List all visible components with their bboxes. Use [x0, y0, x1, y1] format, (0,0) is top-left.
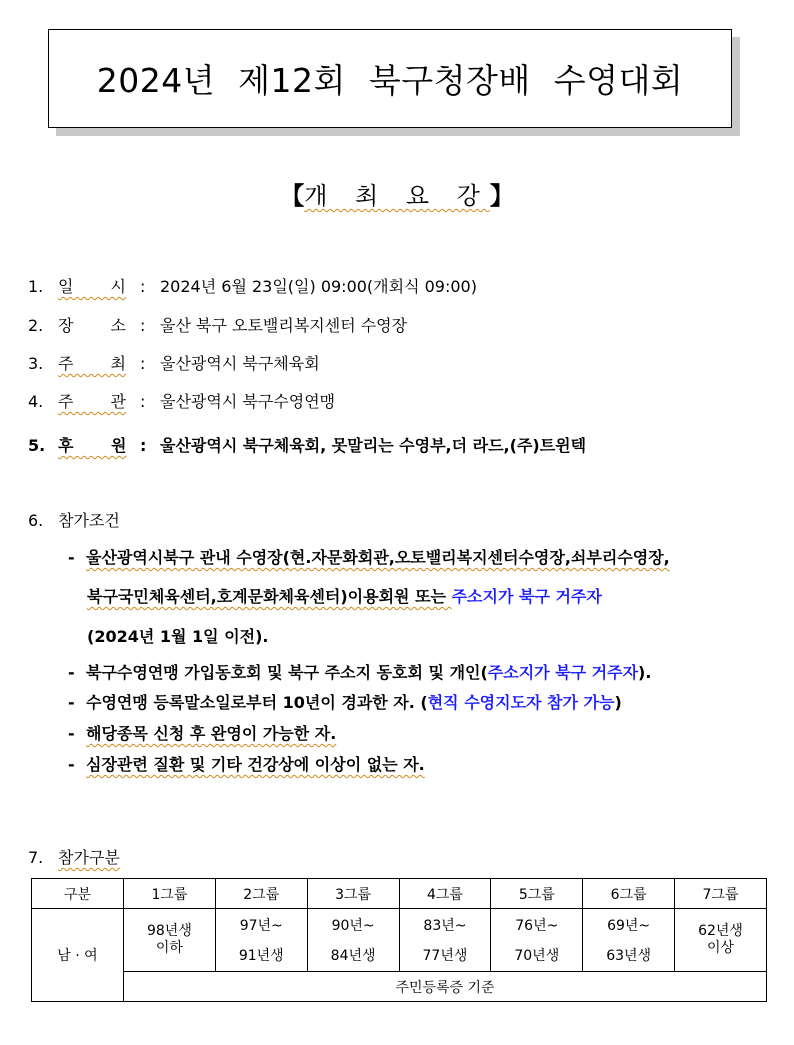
- item-value: 울산광역시 북구체육회: [160, 354, 320, 373]
- item-label: 일 시: [58, 277, 126, 296]
- condition-2-highlight: 주소지가 북구 거주자: [487, 663, 639, 682]
- item-number: 1.: [28, 277, 44, 296]
- group-header: 5그룹: [491, 879, 583, 909]
- condition-4: - 해당종목 신청 후 완영이 가능한 자.: [68, 724, 337, 743]
- group-table: [31, 878, 767, 1002]
- group-header: 4그룹: [399, 879, 491, 909]
- birth-range-cell: 97년~ 91년생: [215, 909, 307, 972]
- item-value: 2024년 6월 23일(일) 09:00(개회식 09:00): [160, 277, 477, 296]
- group-header: 7그룹: [675, 879, 767, 909]
- group-header: 2그룹: [215, 879, 307, 909]
- subtitle: [0, 176, 794, 211]
- item-value: 울산광역시 북구수영연맹: [160, 392, 336, 411]
- condition-1-date: (2024년 1월 1일 이전).: [87, 627, 269, 646]
- birth-range-cell: 98년생 이하: [124, 909, 216, 972]
- condition-5: - 심장관련 질환 및 기타 건강상에 이상이 없는 자.: [68, 755, 425, 774]
- item-date: 1. 일 시 : 2024년 6월 23일(일) 09:00(개회식 09:00): [28, 274, 477, 297]
- item-sponsor: 5. 후 원 : 울산광역시 북구체육회, 못말리는 수영부,더 라드,(주)트윈텍: [28, 433, 586, 456]
- item-number: 3.: [28, 354, 44, 373]
- item-venue: 2. 장 소 : 울산 북구 오토밸리복지센터 수영장: [28, 313, 407, 336]
- group-header: 6그룹: [583, 879, 675, 909]
- item-value: 울산 북구 오토밸리복지센터 수영장: [160, 316, 408, 335]
- condition-1-line1: 울산광역시북구 관내 수영장(현.자문화회관,오토밸리복지센터수영장,쇠부리수영장,: [86, 548, 670, 567]
- table-row: [32, 909, 767, 972]
- condition-3-highlight: 현직 수영지도자 참가 가능: [427, 693, 615, 712]
- document-title: 2024년 제12회 북구청장배 수영대회: [96, 61, 684, 100]
- section6-title: 참가조건: [58, 511, 120, 530]
- item-host: 3. 주 최 : 울산광역시 북구체육회: [28, 351, 320, 374]
- section7-heading: [28, 845, 120, 868]
- section6-heading: [28, 508, 120, 531]
- condition-1: - 울산광역시북구 관내 수영장(현.자문화회관,오토밸리복지센터수영장,쇠부리수영장,: [68, 548, 670, 567]
- item-number: 2.: [28, 316, 44, 335]
- condition-3: - 수영연맹 등록말소일로부터 10년이 경과한 자. (현직 수영지도자 참가 가능): [68, 693, 622, 712]
- condition-2: - 북구수영연맹 가입동호회 및 북구 주소지 동호회 및 개인(주소지가 북구 거주자).: [68, 663, 652, 682]
- subtitle-text: 개 최 요 강: [304, 182, 490, 210]
- subtitle-close-bracket: 】: [489, 182, 514, 210]
- section7-number: 7.: [28, 848, 44, 867]
- condition-1-highlight: 주소지가 북구 거주자: [451, 587, 602, 606]
- birth-range-cell: 62년생 이상: [675, 909, 767, 972]
- table-footnote: 주민등록증 기준: [124, 972, 767, 1002]
- title-box: [48, 29, 732, 128]
- group-header: 1그룹: [124, 879, 216, 909]
- item-number: 4.: [28, 392, 44, 411]
- row-label: 남 · 여: [32, 909, 124, 1002]
- item-label: 후 원: [58, 436, 127, 455]
- item-label: 주 최: [58, 354, 126, 373]
- item-label: 주 관: [58, 392, 126, 411]
- item-label: 장 소: [58, 316, 126, 335]
- item-value: 울산광역시 북구체육회, 못말리는 수영부,더 라드,(주)트윈텍: [160, 436, 587, 455]
- birth-range-cell: 90년~ 84년생: [307, 909, 399, 972]
- table-corner: 구분: [32, 879, 124, 909]
- birth-range-cell: 69년~ 63년생: [583, 909, 675, 972]
- subtitle-open-bracket: 【: [280, 182, 305, 210]
- group-header: 3그룹: [307, 879, 399, 909]
- condition-1-cont: [87, 584, 602, 607]
- section7-title: 참가구분: [58, 848, 120, 867]
- condition-1-line2: 북구국민체육센터,호계문화체육센터)이용회원 또는: [87, 587, 452, 606]
- table-header-row: [32, 879, 767, 909]
- section6-number: 6.: [28, 511, 44, 530]
- item-organizer: 4. 주 관 : 울산광역시 북구수영연맹: [28, 389, 335, 412]
- table-footnote-row: [32, 972, 767, 1002]
- birth-range-cell: 83년~ 77년생: [399, 909, 491, 972]
- item-number: 5.: [28, 436, 46, 455]
- birth-range-cell: 76년~ 70년생: [491, 909, 583, 972]
